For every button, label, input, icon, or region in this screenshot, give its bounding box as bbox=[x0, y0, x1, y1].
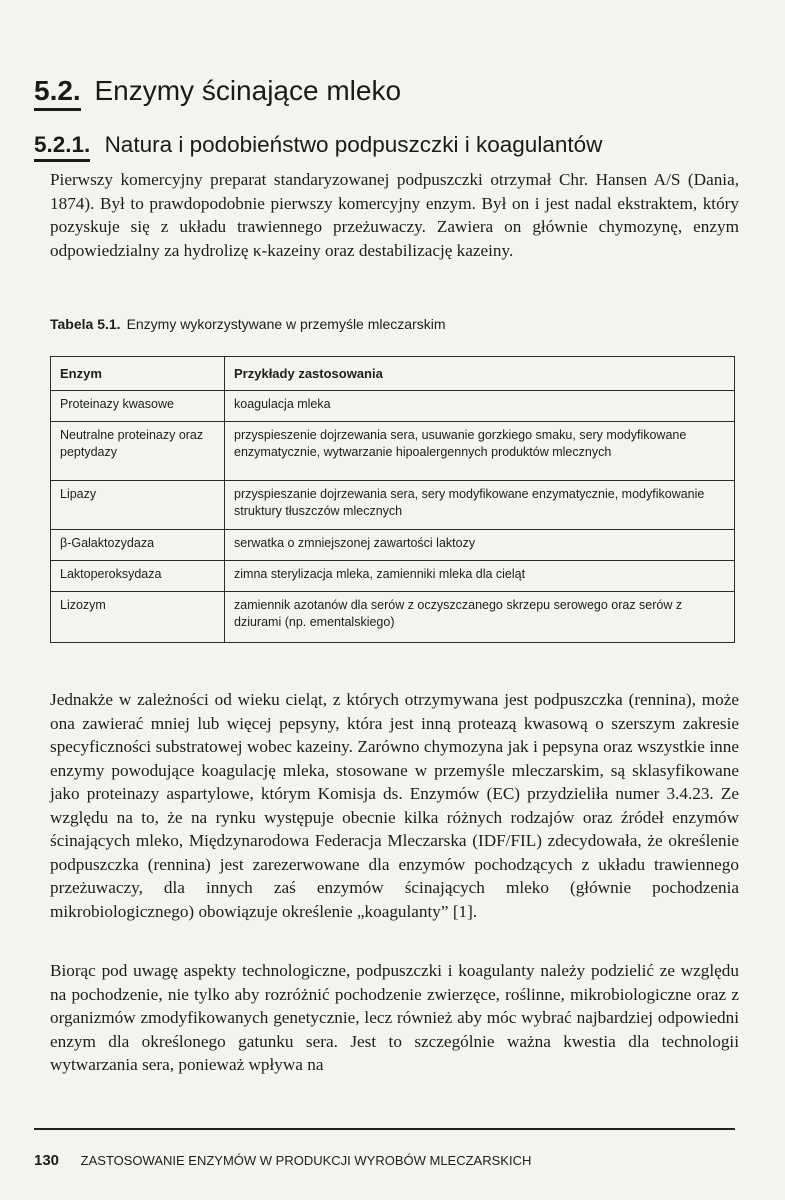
paragraph-3-text: Biorąc pod uwagę aspekty technologiczne, podpuszczki i koagulanty należy podzielić ze względu na pochodzenie, nie tylko aby rozróżnić pochodzenie zwierzęce, roślinne, mikrobiologiczne oraz z organizmów zmodyfikowanych genetycznie, lecz również aby móc wybrać najbardziej odpowiedni enzym dla określonego gatunku sera. Jest to szczególnie ważna kwestia dla technologii wytwarzania sera, ponieważ wpływa na bbox=[50, 961, 739, 1074]
running-title: ZASTOSOWANIE ENZYMÓW W PRODUKCJI WYROBÓW MLECZARSKICH bbox=[80, 1153, 532, 1168]
table-row bbox=[51, 592, 735, 643]
enzyme-cell: Proteinazy kwasowe bbox=[51, 391, 225, 422]
paragraph-intro bbox=[50, 168, 739, 262]
application-cell: przyspieszenie dojrzewania sera, usuwanie gorzkiego smaku, sery modyfikowane enzymatycznie, wytwarzanie hipoalergennych produktów mlecznych bbox=[225, 422, 735, 481]
table-row bbox=[51, 561, 735, 592]
subsection-heading bbox=[34, 132, 602, 162]
enzyme-cell: Laktoperoksydaza bbox=[51, 561, 225, 592]
application-cell: przyspieszanie dojrzewania sera, sery modyfikowane enzymatycznie, modyfikowanie struktury tłuszczów mlecznych bbox=[225, 481, 735, 530]
paragraph-technology bbox=[50, 959, 739, 1077]
header-enzyme: Enzym bbox=[51, 357, 225, 391]
enzyme-cell: Lipazy bbox=[51, 481, 225, 530]
enzyme-cell: β-Galaktozydaza bbox=[51, 530, 225, 561]
application-cell: zamiennik azotanów dla serów z oczyszczanego skrzepu serowego oraz serów z dziurami (np. ementalskiego) bbox=[225, 592, 735, 643]
subsection-title: Natura i podobieństwo podpuszczki i koagulantów bbox=[104, 132, 603, 157]
paragraph-rennin bbox=[50, 688, 739, 923]
page-number: 130 bbox=[34, 1152, 60, 1169]
paragraph-1-text: Pierwszy komercyjny preparat standaryzowanej podpuszczki otrzymał Chr. Hansen A/S (Dania, 1874). Był to prawdopodobnie pierwszy komercyjny enzym. Był on i jest nadal ekstraktem, który pozyskuje się z układu trawiennego przeżuwaczy. Zawiera on głównie chymozynę, enzym odpowiedzialny za hydrolizę κ-kazeiny oraz destabilizację kazeiny. bbox=[50, 170, 739, 260]
table-caption-label: Tabela 5.1. bbox=[50, 316, 121, 332]
table-row bbox=[51, 422, 735, 481]
page-footer bbox=[34, 1152, 531, 1169]
enzyme-cell: Neutralne proteinazy oraz peptydazy bbox=[51, 422, 225, 481]
table-caption bbox=[50, 316, 446, 332]
application-cell: serwatka o zmniejszonej zawartości laktozy bbox=[225, 530, 735, 561]
subsection-number: 5.2.1. bbox=[34, 132, 90, 162]
section-number: 5.2. bbox=[34, 75, 81, 111]
header-applications: Przykłady zastosowania bbox=[225, 357, 735, 391]
application-cell: koagulacja mleka bbox=[225, 391, 735, 422]
table-row bbox=[51, 481, 735, 530]
section-title: Enzymy ścinające mleko bbox=[94, 75, 402, 106]
application-cell: zimna sterylizacja mleka, zamienniki mleka dla cieląt bbox=[225, 561, 735, 592]
enzyme-table bbox=[50, 356, 735, 643]
footer-divider bbox=[34, 1128, 735, 1130]
paragraph-2-text: Jednakże w zależności od wieku cieląt, z których otrzymywana jest podpuszczka (rennina), może ona zawierać mniej lub więcej pepsyny, która jest inną proteazą kwasową o szerszym zakresie specyficzności substratowej wobec kazeiny. Zarówno chymozyna jak i pepsyna oraz wszystkie inne enzymy powodujące koagulację mleka, stosowane w przemyśle mleczarskim, są sklasyfikowane jako proteinazy aspartylowe, którym Komisja ds. Enzymów (EC) przydzieliła numer 3.4.23. Ze względu na to, że na rynku występuje obecnie kilka różnych rodzajów oraz źródeł enzymów ścinających mleko, Międzynarodowa Federacja Mleczarska (IDF/FIL) zdecydowała, że określenie podpuszczka (rennina) jest zarezerwowane dla enzymów pochodzących z układu trawiennego przeżuwaczy, dla innych zaś enzymów ścinających mleko (głównie pochodzenia mikrobiologicznego) obowiązuje określenie „koagulanty” [1]. bbox=[50, 690, 739, 921]
table-header-row bbox=[51, 357, 735, 391]
enzyme-cell: Lizozym bbox=[51, 592, 225, 643]
table-row bbox=[51, 391, 735, 422]
table-caption-text: Enzymy wykorzystywane w przemyśle mleczarskim bbox=[126, 316, 446, 332]
table-row bbox=[51, 530, 735, 561]
section-heading bbox=[34, 75, 401, 111]
